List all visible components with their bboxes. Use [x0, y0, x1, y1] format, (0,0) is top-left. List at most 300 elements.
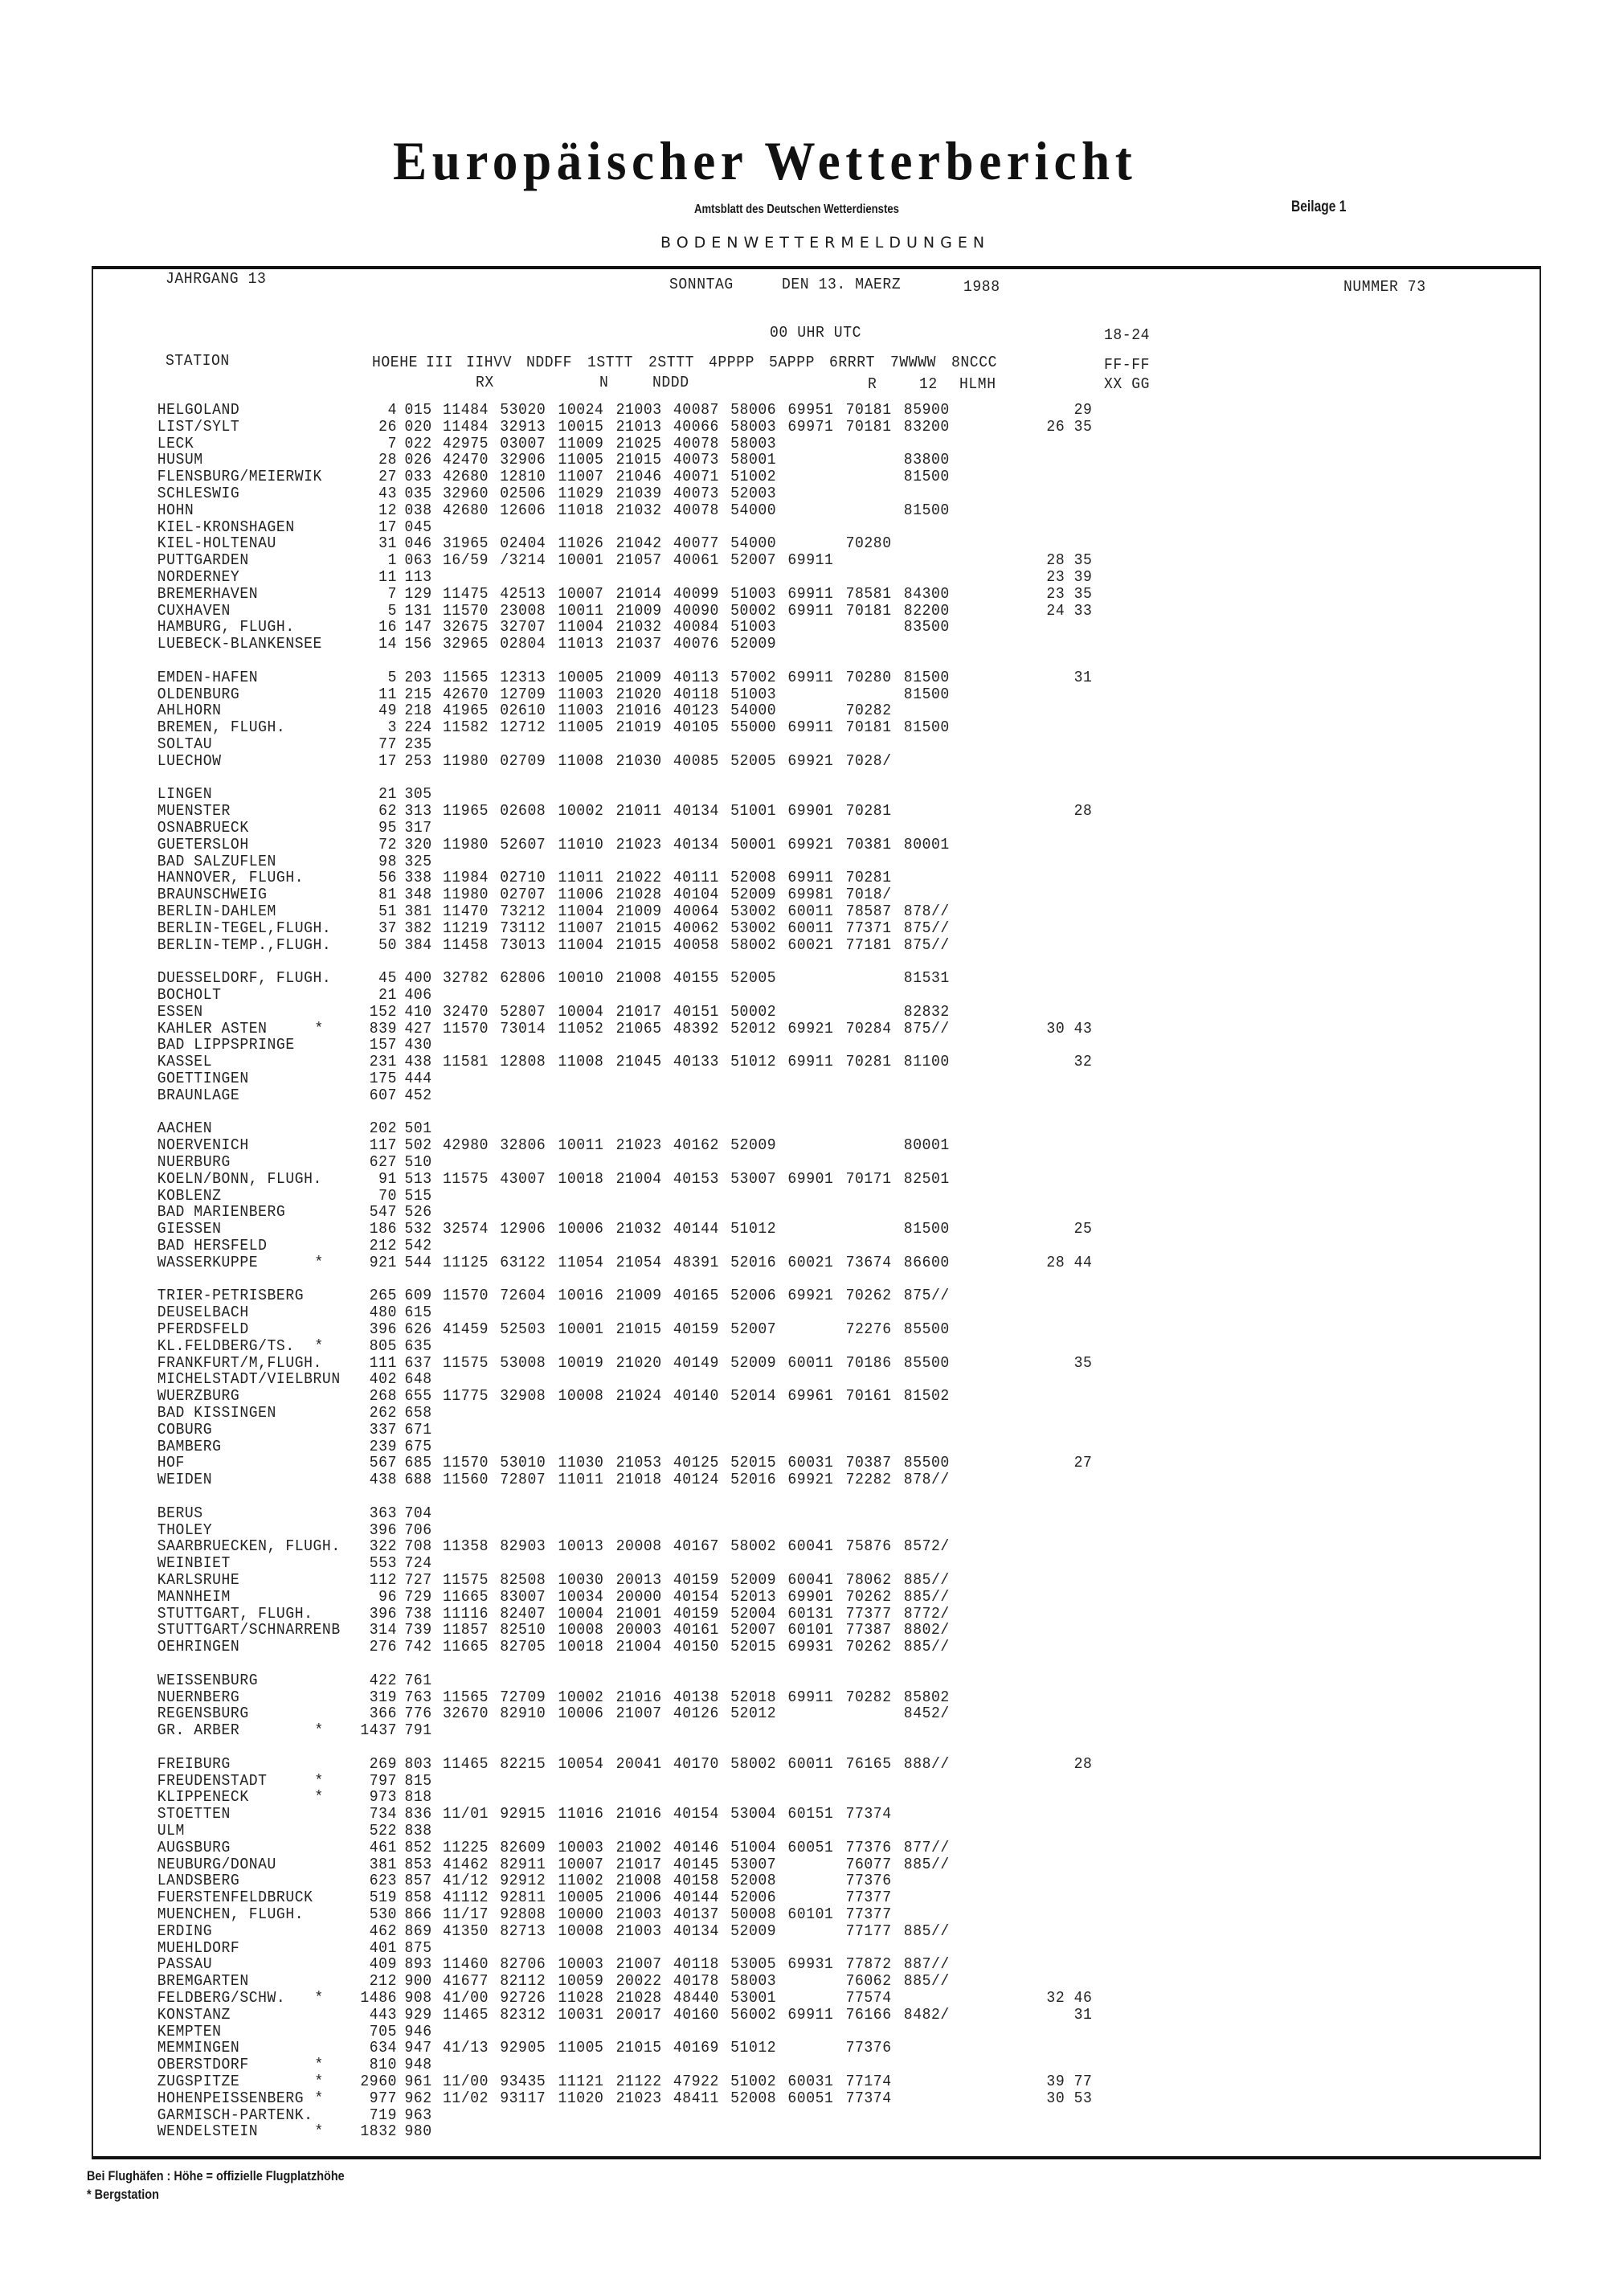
- table-row: [0, 452, 1527, 469]
- cell-iii: 706: [404, 1520, 432, 1539]
- cell-hoehe: 11: [378, 685, 397, 703]
- cell-2sttt: 20017: [615, 2005, 662, 2024]
- cell-iii: 063: [404, 551, 432, 570]
- cell-2sttt: 21009: [615, 601, 662, 620]
- cell-2sttt: 21016: [615, 1805, 662, 1823]
- cell-hoehe: 396: [369, 1520, 397, 1539]
- cell-hoehe: 409: [369, 1955, 397, 1974]
- station-name: BERUS: [157, 1504, 203, 1522]
- cell-iii: 320: [404, 835, 432, 853]
- cell-nddff: 73013: [500, 935, 546, 954]
- table-row: [0, 1388, 1527, 1405]
- cell-hoehe: 337: [369, 1420, 397, 1439]
- table-row: [0, 1639, 1527, 1655]
- table-row: [0, 1622, 1527, 1639]
- station-name: NOERVENICH: [157, 1136, 249, 1155]
- table-row: [0, 1204, 1527, 1221]
- station-name: LINGEN: [157, 785, 213, 804]
- station-name: ESSEN: [157, 1002, 203, 1021]
- table-row: [0, 1973, 1527, 1990]
- cell-iii: 815: [404, 1771, 432, 1790]
- station-name: BERLIN-TEGEL,FLUGH.: [157, 919, 332, 937]
- cell-5appp: 52007: [730, 551, 777, 570]
- cell-iii: 532: [404, 1220, 432, 1238]
- cell-4pppp: 40162: [673, 1136, 719, 1155]
- cell-4pppp: 40104: [673, 886, 719, 904]
- cell-7wwww: 70280: [845, 668, 892, 686]
- cell-hoehe: 322: [369, 1537, 397, 1556]
- cell-iii: 818: [404, 1788, 432, 1807]
- cell-4pppp: 40146: [673, 1838, 719, 1856]
- cell-hoehe: 5: [387, 668, 397, 686]
- cell-hoehe: 2960: [360, 2073, 397, 2090]
- cell-iii: 526: [404, 1203, 432, 1222]
- cell-6rrrt: 69911: [787, 1688, 834, 1706]
- cell-7wwww: 70282: [845, 702, 892, 720]
- cell-iii: 348: [404, 886, 432, 904]
- cell-4pppp: 40149: [673, 1353, 719, 1372]
- cell-iii: 776: [404, 1705, 432, 1723]
- cell-4pppp: 40165: [673, 1287, 719, 1305]
- cell-1sttt: 10010: [558, 969, 604, 988]
- cell-iii: 410: [404, 1002, 432, 1021]
- cell-ff-max-gust: 35: [1073, 1353, 1093, 1372]
- header-ff-gust: XX GG: [1104, 375, 1151, 393]
- cell-6rrrt: 60011: [787, 1353, 834, 1372]
- cell-7wwww: 76077: [845, 1855, 892, 1873]
- table-row: [0, 903, 1527, 920]
- cell-1sttt: 11009: [558, 434, 604, 452]
- cell-iihvv: 11570: [443, 1454, 489, 1472]
- cell-iii: 452: [404, 1086, 432, 1104]
- cell-7wwww: 72282: [845, 1471, 892, 1489]
- cell-nddff: 73014: [500, 1019, 546, 1037]
- cell-iii: 648: [404, 1370, 432, 1389]
- header-hlmh: HLMH: [959, 375, 996, 393]
- cell-nddff: 12313: [500, 668, 546, 686]
- cell-hoehe: 212: [369, 1237, 397, 1254]
- cell-nddff: 12709: [500, 685, 546, 703]
- cell-1sttt: 11013: [558, 635, 604, 653]
- cell-2sttt: 21028: [615, 886, 662, 904]
- cell-6rrrt: 60031: [787, 1454, 834, 1472]
- station-name: NUERBURG: [157, 1153, 231, 1171]
- station-name: NEUBURG/DONAU: [157, 1855, 276, 1873]
- cell-iihvv: 11225: [443, 1838, 489, 1856]
- cell-4pppp: 40159: [673, 1571, 719, 1589]
- cell-nddff: 42513: [500, 584, 546, 603]
- cell-iii: 742: [404, 1638, 432, 1656]
- cell-4pppp: 48440: [673, 1989, 719, 2007]
- cell-8nccc: 82200: [903, 601, 950, 620]
- station-name: STUTTGART/SCHNARRENB: [157, 1621, 341, 1639]
- cell-8nccc: 875//: [903, 919, 950, 937]
- cell-8nccc: 8772/: [903, 1604, 950, 1623]
- station-name: THOLEY: [157, 1520, 213, 1539]
- cell-hoehe: 5: [387, 601, 397, 620]
- cell-1sttt: 10006: [558, 1220, 604, 1238]
- mountain-station-mark: *: [314, 1253, 324, 1271]
- cell-6rrrt: 69911: [787, 718, 834, 737]
- cell-4pppp: 40144: [673, 1220, 719, 1238]
- station-name: GIESSEN: [157, 1220, 222, 1238]
- station-name: LECK: [157, 434, 194, 452]
- cell-hoehe: 17: [378, 751, 397, 770]
- cell-1sttt: 10005: [558, 668, 604, 686]
- cell-6rrrt: 69921: [787, 1471, 834, 1489]
- cell-hoehe: 96: [378, 1587, 397, 1606]
- cell-8nccc: 875//: [903, 1287, 950, 1305]
- cell-4pppp: 40078: [673, 434, 719, 452]
- cell-nddff: 92912: [500, 1872, 546, 1890]
- cell-6rrrt: 60131: [787, 1604, 834, 1623]
- cell-7wwww: 70284: [845, 1019, 892, 1037]
- cell-6rrrt: 60031: [787, 2073, 834, 2090]
- cell-1sttt: 11007: [558, 919, 604, 937]
- cell-4pppp: 40123: [673, 702, 719, 720]
- table-row: [0, 569, 1527, 586]
- cell-nddff: 93435: [500, 2073, 546, 2090]
- publication-title: Europäischer Wetterbericht: [393, 130, 1138, 191]
- cell-iii: 510: [404, 1153, 432, 1171]
- cell-8nccc: 83500: [903, 618, 950, 636]
- cell-hoehe: 186: [369, 1220, 397, 1238]
- cell-4pppp: 47922: [673, 2073, 719, 2090]
- cell-4pppp: 40061: [673, 551, 719, 570]
- station-name: KEMPTEN: [157, 2022, 222, 2040]
- cell-iihvv: 11581: [443, 1053, 489, 1071]
- cell-8nccc: 81502: [903, 1387, 950, 1406]
- cell-5appp: 50002: [730, 601, 777, 620]
- cell-4pppp: 40118: [673, 685, 719, 703]
- header-iii: III: [426, 354, 454, 371]
- cell-4pppp: 40111: [673, 869, 719, 887]
- cell-nddff: 93117: [500, 2089, 546, 2107]
- station-name: HELGOLAND: [157, 401, 240, 419]
- cell-iihvv: 32782: [443, 969, 489, 988]
- table-row: [0, 870, 1527, 886]
- cell-7wwww: 76062: [845, 1972, 892, 1991]
- cell-iihvv: 11458: [443, 935, 489, 954]
- cell-hoehe: 977: [369, 2089, 397, 2107]
- mountain-station-mark: *: [314, 1336, 324, 1355]
- cell-iii: 658: [404, 1404, 432, 1422]
- cell-1sttt: 11003: [558, 702, 604, 720]
- cell-hoehe: 805: [369, 1336, 397, 1355]
- cell-iihvv: 11665: [443, 1587, 489, 1606]
- cell-6rrrt: 69901: [787, 1169, 834, 1188]
- cell-8nccc: 82501: [903, 1169, 950, 1188]
- cell-iii: 637: [404, 1353, 432, 1372]
- cell-6rrrt: 69921: [787, 1287, 834, 1305]
- weekday-label: SONNTAG: [669, 276, 734, 293]
- cell-5appp: 54000: [730, 501, 777, 519]
- station-name: BAD SALZUFLEN: [157, 852, 276, 870]
- cell-hoehe: 363: [369, 1504, 397, 1522]
- cell-4pppp: 48411: [673, 2089, 719, 2107]
- station-name: BREMEN, FLUGH.: [157, 718, 286, 737]
- cell-2sttt: 20013: [615, 1571, 662, 1589]
- year-label: 1988: [963, 278, 1000, 296]
- cell-5appp: 50001: [730, 835, 777, 853]
- station-name: AHLHORN: [157, 702, 222, 720]
- cell-7wwww: 70181: [845, 401, 892, 419]
- station-name: DEUSELBACH: [157, 1304, 249, 1322]
- table-row: [0, 1338, 1527, 1355]
- cell-iihvv: 41459: [443, 1320, 489, 1338]
- cell-6rrrt: 69911: [787, 601, 834, 620]
- cell-nddff: 52807: [500, 1002, 546, 1021]
- station-name: FELDBERG/SCHW.: [157, 1989, 286, 2007]
- station-name: DUESSELDORF, FLUGH.: [157, 969, 332, 988]
- cell-1sttt: 11007: [558, 468, 604, 486]
- table-row: [0, 937, 1527, 954]
- cell-5appp: 51003: [730, 584, 777, 603]
- cell-hoehe: 43: [378, 485, 397, 502]
- cell-iihvv: 41/12: [443, 1872, 489, 1890]
- cell-4pppp: 40159: [673, 1320, 719, 1338]
- cell-nddff: 82713: [500, 1922, 546, 1940]
- cell-iihvv: 41965: [443, 702, 489, 720]
- cell-5appp: 52004: [730, 1604, 777, 1623]
- cell-7wwww: 70262: [845, 1638, 892, 1656]
- cell-iii: 893: [404, 1955, 432, 1974]
- cell-4pppp: 40066: [673, 417, 719, 436]
- cell-iii: 384: [404, 935, 432, 954]
- cell-5appp: 58003: [730, 434, 777, 452]
- cell-1sttt: 11018: [558, 501, 604, 519]
- cell-2sttt: 21018: [615, 1471, 662, 1489]
- cell-8nccc: 81500: [903, 1220, 950, 1238]
- cell-2sttt: 21019: [615, 718, 662, 737]
- cell-nddff: 72807: [500, 1471, 546, 1489]
- cell-iii: 724: [404, 1554, 432, 1573]
- cell-iihvv: 41350: [443, 1922, 489, 1940]
- cell-hoehe: 51: [378, 902, 397, 920]
- table-row: [0, 1823, 1527, 1840]
- cell-iii: 515: [404, 1186, 432, 1205]
- cell-iihvv: 11980: [443, 835, 489, 853]
- station-name: OLDENBURG: [157, 685, 240, 703]
- cell-hoehe: 4: [387, 401, 397, 419]
- cell-hoehe: 45: [378, 969, 397, 988]
- cell-7wwww: 77376: [845, 2039, 892, 2057]
- table-row: [0, 2090, 1527, 2107]
- cell-hoehe: 547: [369, 1203, 397, 1222]
- cell-1sttt: 10008: [558, 1387, 604, 1406]
- table-row: [0, 1304, 1527, 1321]
- cell-4pppp: 40134: [673, 802, 719, 821]
- cell-hoehe: 14: [378, 635, 397, 653]
- table-row: [0, 1221, 1527, 1238]
- cell-nddff: 32906: [500, 451, 546, 469]
- cell-nddff: 02710: [500, 869, 546, 887]
- cell-2sttt: 21015: [615, 919, 662, 937]
- cell-hoehe: 81: [378, 886, 397, 904]
- cell-2sttt: 21017: [615, 1855, 662, 1873]
- table-row: [0, 2007, 1527, 2024]
- cell-2sttt: 21004: [615, 1638, 662, 1656]
- supplement-label: Beilage 1: [1291, 198, 1347, 215]
- cell-1sttt: 11016: [558, 1805, 604, 1823]
- cell-8nccc: 8802/: [903, 1621, 950, 1639]
- cell-5appp: 52016: [730, 1471, 777, 1489]
- cell-5appp: 52007: [730, 1621, 777, 1639]
- table-row: [0, 1589, 1527, 1606]
- cell-iii: 438: [404, 1053, 432, 1071]
- volume-label: JAHRGANG 13: [166, 270, 267, 288]
- cell-iihvv: 11775: [443, 1387, 489, 1406]
- cell-2sttt: 21011: [615, 802, 662, 821]
- cell-1sttt: 10031: [558, 2005, 604, 2024]
- cell-hoehe: 567: [369, 1454, 397, 1472]
- cell-2sttt: 21020: [615, 1353, 662, 1372]
- cell-hoehe: 634: [369, 2039, 397, 2057]
- cell-2sttt: 21024: [615, 1387, 662, 1406]
- cell-5appp: 52005: [730, 969, 777, 988]
- station-name: FUERSTENFELDBRUCK: [157, 1889, 313, 1907]
- cell-1sttt: 11004: [558, 935, 604, 954]
- cell-2sttt: 21015: [615, 935, 662, 954]
- table-row: [0, 1572, 1527, 1589]
- cell-iii: 838: [404, 1822, 432, 1840]
- cell-iihvv: 11116: [443, 1604, 489, 1623]
- cell-5appp: 58006: [730, 401, 777, 419]
- table-row: [0, 1455, 1527, 1471]
- cell-7wwww: 77374: [845, 1805, 892, 1823]
- cell-8nccc: 85802: [903, 1688, 950, 1706]
- station-name: KARLSRUHE: [157, 1571, 240, 1589]
- cell-iii: 929: [404, 2005, 432, 2024]
- cell-2sttt: 21008: [615, 1872, 662, 1890]
- station-name: HOHN: [157, 501, 194, 519]
- table-row: [0, 502, 1527, 519]
- cell-nddff: 12606: [500, 501, 546, 519]
- header-n: N: [599, 374, 609, 391]
- station-name: ERDING: [157, 1922, 213, 1940]
- cell-hoehe: 77: [378, 735, 397, 753]
- cell-hoehe: 1832: [360, 2122, 397, 2141]
- station-name: BRAUNLAGE: [157, 1086, 240, 1104]
- station-name: HOHENPEISSENBERG: [157, 2089, 305, 2107]
- table-row: [0, 1789, 1527, 1806]
- station-name: PFERDSFELD: [157, 1320, 249, 1338]
- cell-iihvv: 11475: [443, 584, 489, 603]
- table-row: [0, 1021, 1527, 1037]
- mountain-station-mark: *: [314, 2073, 324, 2090]
- station-name: GARMISCH-PARTENK.: [157, 2106, 313, 2124]
- cell-iihvv: 41677: [443, 1972, 489, 1991]
- cell-hoehe: 112: [369, 1571, 397, 1589]
- cell-5appp: 52009: [730, 1571, 777, 1589]
- cell-iii: 501: [404, 1119, 432, 1138]
- cell-iii: 729: [404, 1587, 432, 1606]
- cell-1sttt: 10008: [558, 1621, 604, 1639]
- cell-iihvv: 11980: [443, 751, 489, 770]
- station-name: COBURG: [157, 1420, 213, 1439]
- cell-iii: 635: [404, 1336, 432, 1355]
- cell-iihvv: 11125: [443, 1253, 489, 1271]
- station-name: STUTTGART, FLUGH.: [157, 1604, 313, 1623]
- cell-7wwww: 70281: [845, 802, 892, 821]
- cell-8nccc: 885//: [903, 1922, 950, 1940]
- cell-8nccc: 8452/: [903, 1705, 950, 1723]
- cell-8nccc: 885//: [903, 1587, 950, 1606]
- cell-8nccc: 80001: [903, 1136, 950, 1155]
- cell-ff-max-gust: 28: [1073, 1754, 1093, 1773]
- cell-8nccc: 85900: [903, 401, 950, 419]
- cell-nddff: /3214: [500, 551, 546, 570]
- cell-4pppp: 40155: [673, 969, 719, 988]
- cell-hoehe: 95: [378, 819, 397, 837]
- cell-5appp: 52006: [730, 1889, 777, 1907]
- cell-6rrrt: 69911: [787, 584, 834, 603]
- cell-7wwww: 73674: [845, 1253, 892, 1271]
- station-name: BAD HERSFELD: [157, 1237, 268, 1254]
- station-name: KASSEL: [157, 1053, 213, 1071]
- cell-iii: 980: [404, 2122, 432, 2141]
- cell-6rrrt: 60151: [787, 1805, 834, 1823]
- cell-hoehe: 17: [378, 518, 397, 536]
- cell-iii: 866: [404, 1905, 432, 1923]
- cell-5appp: 52014: [730, 1387, 777, 1406]
- station-name: MICHELSTADT/VIELBRUN: [157, 1370, 341, 1389]
- cell-nddff: 82706: [500, 1955, 546, 1974]
- table-row: [0, 1505, 1527, 1522]
- cell-nddff: 03007: [500, 434, 546, 452]
- cell-8nccc: 875//: [903, 1019, 950, 1037]
- table-row: [0, 702, 1527, 719]
- cell-iihvv: 11665: [443, 1638, 489, 1656]
- cell-4pppp: 40090: [673, 601, 719, 620]
- table-row: [0, 719, 1527, 736]
- cell-2sttt: 21023: [615, 2089, 662, 2107]
- cell-iii: 963: [404, 2106, 432, 2124]
- cell-ff-max-gust: 30 53: [1046, 2089, 1093, 2107]
- cell-5appp: 52005: [730, 751, 777, 770]
- cell-1sttt: 10002: [558, 802, 604, 821]
- station-name: OSNABRUECK: [157, 819, 249, 837]
- cell-nddff: 82609: [500, 1838, 546, 1856]
- cell-8nccc: 875//: [903, 935, 950, 954]
- cell-8nccc: 81531: [903, 969, 950, 988]
- observation-time: 00 UHR UTC: [770, 324, 862, 342]
- table-row: [0, 1705, 1527, 1722]
- cell-iii: 381: [404, 902, 432, 920]
- table-row: [0, 402, 1527, 419]
- cell-4pppp: 40073: [673, 451, 719, 469]
- cell-iihvv: 11560: [443, 1471, 489, 1489]
- station-name: TRIER-PETRISBERG: [157, 1287, 305, 1305]
- cell-2sttt: 21013: [615, 417, 662, 436]
- station-name: NUERNBERG: [157, 1688, 240, 1706]
- cell-iihvv: 32960: [443, 485, 489, 502]
- cell-8nccc: 878//: [903, 1471, 950, 1489]
- cell-5appp: 51002: [730, 468, 777, 486]
- cell-hoehe: 462: [369, 1922, 397, 1940]
- cell-6rrrt: 69921: [787, 835, 834, 853]
- station-name: BAD MARIENBERG: [157, 1203, 286, 1222]
- cell-2sttt: 21007: [615, 1705, 662, 1723]
- station-name: CUXHAVEN: [157, 601, 231, 620]
- cell-7wwww: 7018/: [845, 886, 892, 904]
- cell-6rrrt: 69911: [787, 668, 834, 686]
- table-row: [0, 2107, 1527, 2124]
- cell-hoehe: 366: [369, 1705, 397, 1723]
- table-row: [0, 1889, 1527, 1906]
- cell-nddff: 82407: [500, 1604, 546, 1623]
- cell-nddff: 02608: [500, 802, 546, 821]
